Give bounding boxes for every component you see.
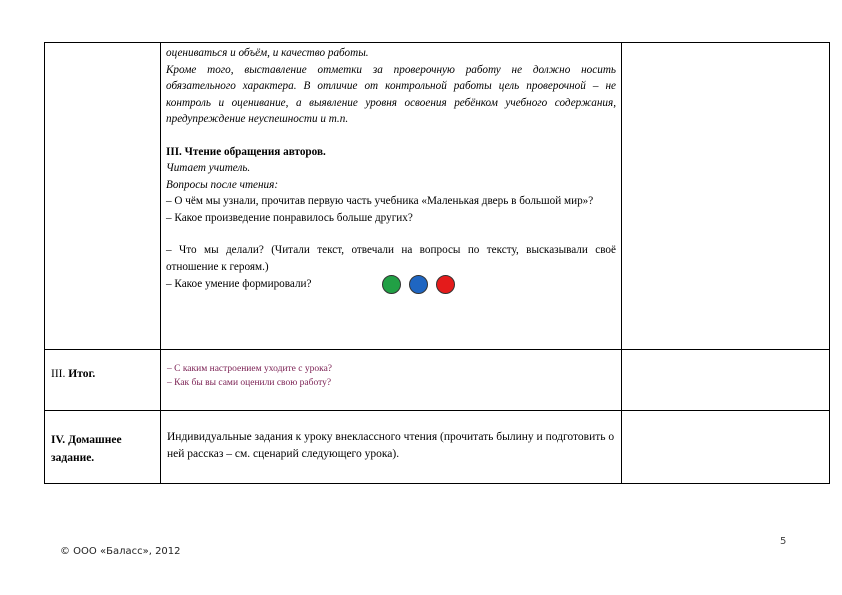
paragraph: оцениваться и объём, и качество работы. [166, 47, 369, 59]
table-row [45, 43, 830, 350]
question: – Что мы делали? (Читали текст, отвечали на вопросы по тексту, высказывали своё отношение к героям.) [166, 244, 616, 273]
stage-cell-empty [45, 43, 161, 350]
stage-number: IV. [51, 434, 66, 446]
questions-label: Вопросы после чтения: [166, 178, 279, 191]
notes-cell [622, 43, 830, 350]
table-row [45, 411, 830, 484]
green-circle-icon [382, 275, 401, 294]
content-cell [161, 411, 622, 484]
content-cell [161, 43, 622, 350]
stage-cell [45, 350, 161, 411]
stage-title: Домашнее задание. [51, 434, 122, 464]
notes-cell [622, 411, 830, 484]
stage-cell [45, 411, 161, 484]
lesson-plan-table [44, 42, 830, 484]
notes-cell [622, 350, 830, 411]
copyright-footer: © ООО «Баласс», 2012 [60, 546, 181, 557]
question: – Какое произведение понравилось больше других? [166, 211, 413, 224]
paragraph: Кроме того, выставление отметки за проверочную работу не должно носить обязательного характера. В отличие от контрольной работы цель проверочной – не контроль и оценивание, а выявление уровня освоения ребёнком учебного содержания, предупреждение неуспешности и т.п. [166, 63, 616, 125]
reflection-question: – С каким настроением уходите с урока? [167, 364, 333, 374]
question-with-dots [166, 275, 616, 294]
reader-note: Читает учитель. [166, 162, 251, 174]
question: – Какое умение формировали? [166, 278, 312, 291]
question: – О чём мы узнали, прочитав первую часть учебника «Маленькая дверь в большой мир»? [166, 195, 594, 207]
reflection-question: – Как бы вы сами оценили свою работу? [167, 378, 332, 388]
homework-text: Индивидуальные задания к уроку внеклассного чтения (прочитать былину и подготовить о ней рассказ – см. сценарий следующего урока). [167, 431, 615, 460]
stage-number: III. [51, 368, 66, 380]
color-dots [382, 275, 463, 294]
page-number: 5 [780, 536, 787, 547]
section-heading: III. Чтение обращения авторов. [166, 145, 326, 158]
red-circle-icon [436, 275, 455, 294]
stage-title: Итог. [68, 368, 96, 380]
blue-circle-icon [409, 275, 428, 294]
table-row [45, 350, 830, 411]
content-cell [161, 350, 622, 411]
